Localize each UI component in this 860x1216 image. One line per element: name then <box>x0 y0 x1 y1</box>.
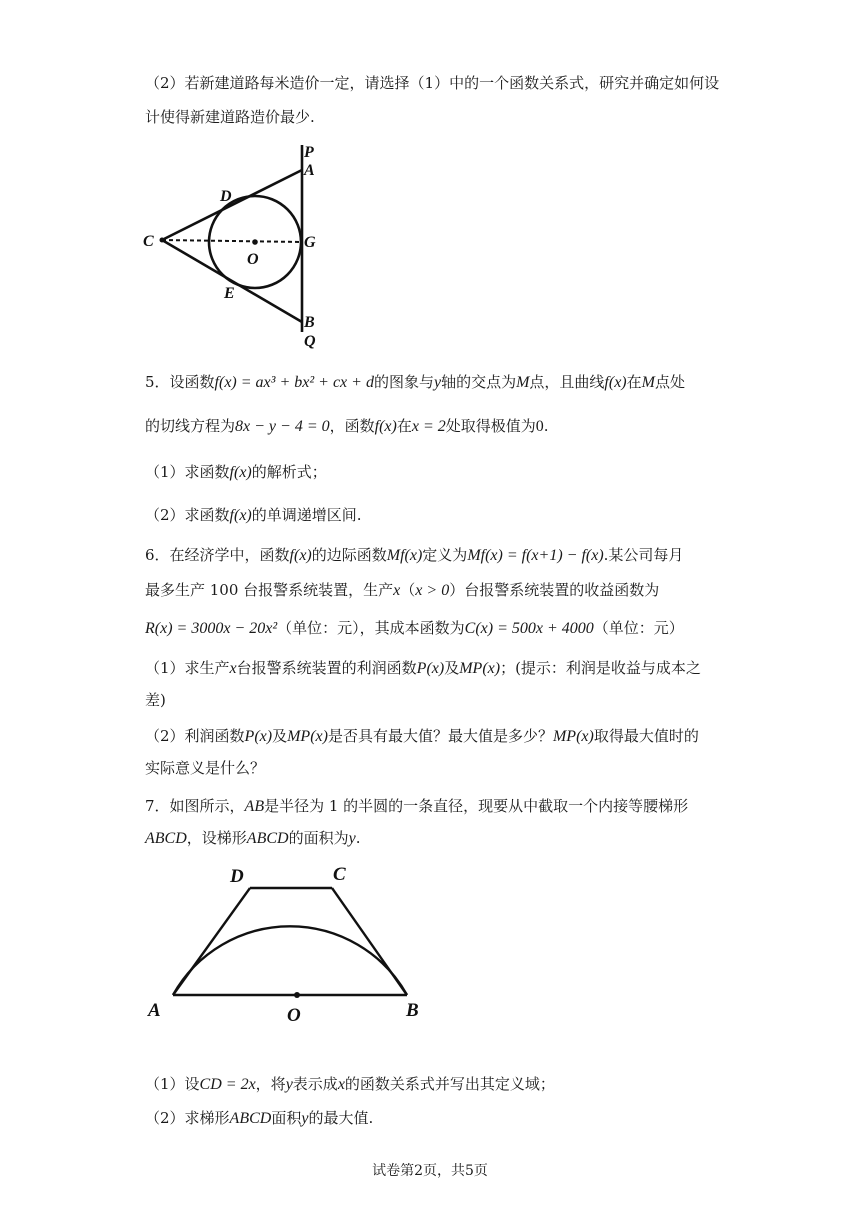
q5-var: M <box>641 374 655 391</box>
q7-line1 <box>145 796 688 817</box>
q6-line2 <box>145 580 659 601</box>
q7-text: 的面积为 <box>288 829 349 847</box>
q6-text: 台报警系统装置的利润函数 <box>236 659 417 677</box>
q6-text: （单位：元） <box>593 619 684 637</box>
label-P: P <box>304 144 314 161</box>
q5-text: 轴的交点为 <box>441 373 517 391</box>
q7-text: 面积 <box>271 1109 302 1127</box>
q6-math: f(x) <box>289 547 312 564</box>
q5-text: 在 <box>626 373 642 391</box>
q7-math: CD = 2x <box>199 1076 256 1093</box>
q7-math: ABCD <box>145 830 187 847</box>
q5-var: f(x) <box>604 374 627 391</box>
q7-math: y <box>285 1076 293 1093</box>
figure-semicircle-trapezoid <box>140 860 440 1030</box>
label-D: D <box>220 188 232 205</box>
q7-text: 是半径为 1 的半圆的一条直径，现要从中截取一个内接等腰梯形 <box>264 797 689 815</box>
q6-math: C(x) = 500x + 4000 <box>464 620 594 637</box>
label-O: O <box>287 1005 301 1026</box>
q7-line2 <box>145 828 360 849</box>
q5-text: 在 <box>396 417 412 435</box>
q6-text: 取得最大值时的 <box>593 727 699 745</box>
q6-text: 及 <box>444 659 460 677</box>
q5-text: 处取得极值为 <box>445 417 536 435</box>
q4-part2-line2: 计使得新建道路造价最少. <box>145 108 315 126</box>
q7-text: （2）求梯形 <box>145 1109 230 1127</box>
q6-math: MP(x) <box>552 728 594 745</box>
q6-math: x <box>229 660 237 677</box>
q6-text: 最多生产 100 台报警系统装置，生产 <box>145 581 394 599</box>
q7-text: 的最大值. <box>308 1109 374 1127</box>
q7-part2 <box>145 1108 373 1129</box>
q6-text: 定义为 <box>422 546 468 564</box>
q6-math: x > 0 <box>415 582 450 599</box>
segment-CB <box>332 888 407 995</box>
q5-function: f(x) = ax³ + bx² + cx + d <box>214 374 374 391</box>
q5-var: f(x) <box>374 418 397 435</box>
q6-line1 <box>145 545 683 566</box>
q7-math: x <box>337 1076 345 1093</box>
q6-text: 的边际函数 <box>311 546 387 564</box>
q5-text: 的切线方程为 <box>145 417 236 435</box>
q6-text: （1）求生产 <box>145 659 230 677</box>
q6-text: 6．在经济学中，函数 <box>145 546 290 564</box>
label-E: E <box>224 285 235 302</box>
label-O: O <box>247 251 259 268</box>
dashed-CG <box>162 240 302 242</box>
q6-part2-line1 <box>145 726 699 747</box>
semicircle-arc <box>173 926 407 995</box>
q5-part2-text: （2）求函数 <box>145 506 230 524</box>
q7-text: ，设梯形 <box>186 829 247 847</box>
q6-text: 是否具有最大值？最大值是多少？ <box>327 727 553 745</box>
q6-math: MP(x) <box>459 660 501 677</box>
q6-text: 及 <box>272 727 288 745</box>
q6-math: MP(x) <box>287 728 328 745</box>
figure-circle-tangent <box>140 140 330 352</box>
q5-line1 <box>145 372 685 393</box>
q5-line2 <box>145 416 549 437</box>
point-C <box>160 238 165 243</box>
q6-math: x <box>393 582 401 599</box>
label-D: D <box>230 866 244 887</box>
q7-math: ABCD <box>246 830 289 847</box>
q5-part1-text: （1）求函数 <box>145 463 230 481</box>
q6-math: Mf(x) = f(x+1) − f(x) <box>467 547 604 564</box>
q5-tangent-eq: 8x − y − 4 = 0 <box>235 418 330 435</box>
q7-text: . <box>355 829 361 847</box>
q5-var: x = 2 <box>411 418 446 435</box>
q7-text: ，将 <box>255 1075 286 1093</box>
q5-part1-text: 的解析式； <box>251 463 327 481</box>
q7-text: 的函数关系式并写出其定义域； <box>344 1075 555 1093</box>
q6-text: ）台报警系统装置的收益函数为 <box>449 581 660 599</box>
q6-math: P(x) <box>416 660 445 677</box>
page-footer: 试卷第2页，共5页 <box>372 1163 488 1179</box>
label-Q: Q <box>304 333 316 350</box>
q6-part1-line2: 差) <box>145 691 166 709</box>
label-C: C <box>333 864 346 885</box>
q5-text: . <box>543 417 549 435</box>
label-G: G <box>304 234 316 251</box>
q5-var: 0 <box>535 418 544 435</box>
q4-part2-line1: （2）若新建道路每米造价一定，请选择（1）中的一个函数关系式，研究并确定如何设 <box>145 74 720 92</box>
q7-text: （1）设 <box>145 1075 200 1093</box>
q6-part2-line2: 实际意义是什么？ <box>145 759 266 777</box>
q7-math: ABCD <box>229 1110 272 1127</box>
q6-math: P(x) <box>244 728 273 745</box>
q6-math: Mf(x) <box>386 547 423 564</box>
q5-part1-fx: f(x) <box>229 464 252 481</box>
point-O <box>252 239 258 245</box>
q7-math: y <box>348 830 356 847</box>
label-A: A <box>304 162 315 179</box>
q7-text: 7．如图所示， <box>145 797 245 815</box>
point-O <box>294 992 300 998</box>
q6-text: .某公司每月 <box>603 546 684 564</box>
q5-text: 的图象与 <box>373 373 434 391</box>
q6-text: （单位：元），其成本函数为 <box>277 619 465 637</box>
q6-text: ；(提示：利润是收益与成本之 <box>500 659 701 677</box>
label-C: C <box>143 233 154 250</box>
q7-math: AB <box>244 798 265 815</box>
q5-part2-text: 的单调递增区间. <box>251 506 362 524</box>
q6-text: （2）利润函数 <box>145 727 245 745</box>
q5-var: M <box>516 374 530 391</box>
label-B: B <box>406 1000 419 1021</box>
q6-line3 <box>145 618 684 639</box>
q5-part2-fx: f(x) <box>229 507 252 524</box>
q5-text: 点处 <box>654 373 685 391</box>
q5-text: ，函数 <box>329 417 375 435</box>
q5-text: 点，且曲线 <box>529 373 605 391</box>
q5-part1 <box>145 462 327 483</box>
q5-part2 <box>145 505 362 526</box>
q5-text: 5．设函数 <box>145 373 215 391</box>
q7-math: y <box>301 1110 309 1127</box>
q5-var: y <box>433 374 442 391</box>
q7-part1 <box>145 1074 555 1095</box>
q6-text: （ <box>400 581 416 599</box>
q6-part1-line1 <box>145 658 701 679</box>
label-A: A <box>148 1000 161 1021</box>
q7-text: 表示成 <box>292 1075 338 1093</box>
label-B: B <box>304 314 315 331</box>
q6-math: R(x) = 3000x − 20x² <box>145 620 278 637</box>
segment-AD <box>173 888 250 995</box>
